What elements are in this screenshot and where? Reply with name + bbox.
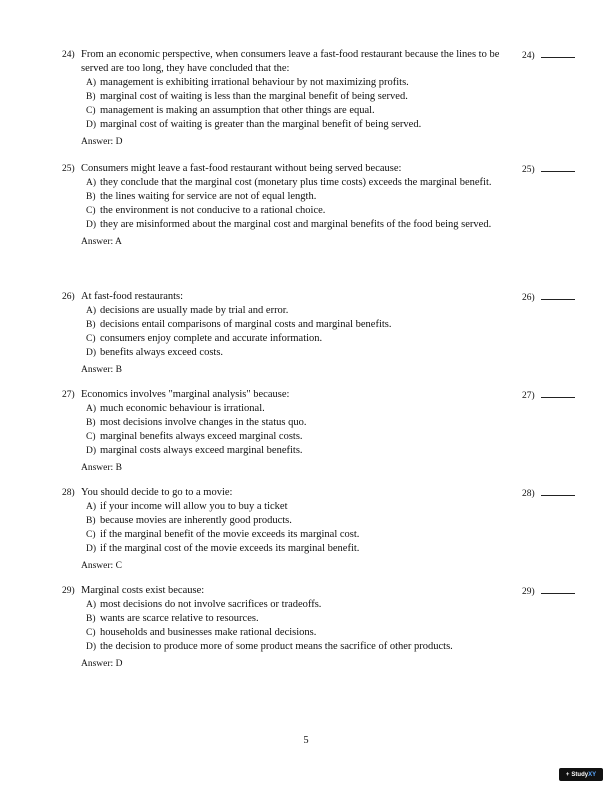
option-text: if your income will allow you to buy a ticket bbox=[100, 501, 288, 512]
badge-brand: StudyXY bbox=[571, 771, 597, 778]
option-text: marginal cost of waiting is less than the marginal benefit of being served. bbox=[100, 91, 408, 102]
option-text: most decisions involve changes in the status quo. bbox=[100, 417, 307, 428]
option-b bbox=[86, 90, 510, 104]
option-text: they conclude that the marginal cost (monetary plus time costs) exceeds the marginal benefit. bbox=[100, 177, 492, 188]
option-letter: D) bbox=[86, 642, 97, 652]
option-a bbox=[86, 76, 510, 90]
option-d bbox=[86, 640, 550, 654]
option-text: they are misinformed about the marginal cost and marginal benefits of the food being served. bbox=[100, 219, 492, 230]
options-list bbox=[86, 500, 582, 556]
option-text: management is making an assumption that other things are equal. bbox=[100, 105, 375, 116]
option-text: wants are scarce relative to resources. bbox=[100, 613, 259, 624]
option-a bbox=[86, 402, 510, 416]
question-27 bbox=[62, 388, 582, 475]
options-list bbox=[86, 176, 582, 232]
question-number: 26) bbox=[62, 292, 75, 302]
option-text: marginal costs always exceed marginal benefits. bbox=[100, 445, 303, 456]
answer-blank[interactable] bbox=[541, 388, 575, 398]
option-letter: B) bbox=[86, 418, 96, 428]
question-text: At fast-food restaurants: bbox=[81, 291, 184, 302]
question-number: 29) bbox=[62, 586, 75, 596]
answer-slot bbox=[522, 584, 575, 599]
options-list bbox=[86, 598, 582, 654]
plus-icon: + bbox=[565, 771, 570, 778]
question-29 bbox=[62, 584, 582, 671]
option-letter: A) bbox=[86, 600, 97, 610]
option-letter: D) bbox=[86, 348, 97, 358]
answer-slot-number: 26) bbox=[522, 293, 535, 303]
answer-slot bbox=[522, 486, 575, 501]
option-letter: D) bbox=[86, 544, 97, 554]
question-25 bbox=[62, 162, 582, 249]
option-text: the lines waiting for service are not of equal length. bbox=[100, 191, 317, 202]
option-text: the environment is not conducive to a rational choice. bbox=[100, 205, 326, 216]
option-a bbox=[86, 304, 510, 318]
option-text: consumers enjoy complete and accurate information. bbox=[100, 333, 323, 344]
option-text: the decision to produce more of some product means the sacrifice of other products. bbox=[100, 641, 453, 652]
option-b bbox=[86, 318, 510, 332]
option-a bbox=[86, 500, 510, 514]
option-c bbox=[86, 626, 510, 640]
option-text: if the marginal benefit of the movie exceeds its marginal cost. bbox=[100, 529, 360, 540]
option-letter: B) bbox=[86, 320, 96, 330]
question-28 bbox=[62, 486, 582, 573]
options-list bbox=[86, 304, 582, 360]
answer-slot-number: 24) bbox=[522, 51, 535, 61]
option-d bbox=[86, 542, 510, 556]
studyxy-badge[interactable] bbox=[559, 768, 603, 781]
option-letter: B) bbox=[86, 92, 96, 102]
page-number: 5 bbox=[303, 735, 309, 746]
question-number: 28) bbox=[62, 488, 75, 498]
option-d bbox=[86, 346, 510, 360]
option-c bbox=[86, 104, 510, 118]
option-c bbox=[86, 332, 510, 346]
option-b bbox=[86, 612, 510, 626]
question-number: 27) bbox=[62, 390, 75, 400]
answer-key: Answer: B bbox=[81, 365, 122, 375]
option-letter: A) bbox=[86, 306, 97, 316]
question-number: 25) bbox=[62, 164, 75, 174]
option-c bbox=[86, 204, 510, 218]
question-text: You should decide to go to a movie: bbox=[81, 487, 233, 498]
option-letter: A) bbox=[86, 78, 97, 88]
answer-blank[interactable] bbox=[541, 584, 575, 594]
option-letter: C) bbox=[86, 432, 96, 442]
option-a bbox=[86, 176, 510, 190]
answer-blank[interactable] bbox=[541, 486, 575, 496]
question-number: 24) bbox=[62, 50, 75, 60]
option-d bbox=[86, 218, 510, 232]
option-text: most decisions do not involve sacrifices or tradeoffs. bbox=[100, 599, 322, 610]
option-letter: C) bbox=[86, 628, 96, 638]
option-text: management is exhibiting irrational behaviour by not maximizing profits. bbox=[100, 77, 409, 88]
question-text: From an economic perspective, when consumers leave a fast-food restaurant because the lines to be served are too long, they have concluded that the: bbox=[81, 49, 500, 74]
answer-key: Answer: A bbox=[81, 237, 122, 247]
option-b bbox=[86, 190, 510, 204]
option-text: marginal cost of waiting is greater than the marginal benefit of being served. bbox=[100, 119, 422, 130]
option-a bbox=[86, 598, 510, 612]
option-text: much economic behaviour is irrational. bbox=[100, 403, 265, 414]
option-text: decisions are usually made by trial and error. bbox=[100, 305, 289, 316]
option-letter: A) bbox=[86, 178, 97, 188]
answer-slot bbox=[522, 290, 575, 305]
options-list bbox=[86, 402, 582, 458]
answer-key: Answer: D bbox=[81, 137, 123, 147]
options-list bbox=[86, 76, 582, 132]
question-text: Economics involves "marginal analysis" because: bbox=[81, 389, 290, 400]
question-text: Marginal costs exist because: bbox=[81, 585, 205, 596]
question-24 bbox=[62, 48, 582, 149]
option-d bbox=[86, 118, 510, 132]
option-letter: C) bbox=[86, 206, 96, 216]
option-letter: D) bbox=[86, 120, 97, 130]
answer-slot-number: 29) bbox=[522, 587, 535, 597]
option-text: benefits always exceed costs. bbox=[100, 347, 224, 358]
option-letter: C) bbox=[86, 334, 96, 344]
answer-key: Answer: D bbox=[81, 659, 123, 669]
option-letter: C) bbox=[86, 106, 96, 116]
answer-key: Answer: B bbox=[81, 463, 122, 473]
option-text: marginal benefits always exceed marginal costs. bbox=[100, 431, 303, 442]
answer-slot-number: 25) bbox=[522, 165, 535, 175]
answer-blank[interactable] bbox=[541, 48, 575, 58]
option-letter: B) bbox=[86, 192, 96, 202]
answer-blank[interactable] bbox=[541, 290, 575, 300]
option-c bbox=[86, 528, 510, 542]
option-letter: B) bbox=[86, 516, 96, 526]
question-text: Consumers might leave a fast-food restaurant without being served because: bbox=[81, 163, 402, 174]
option-letter: C) bbox=[86, 530, 96, 540]
option-text: if the marginal cost of the movie exceeds its marginal benefit. bbox=[100, 543, 360, 554]
answer-blank[interactable] bbox=[541, 162, 575, 172]
option-letter: A) bbox=[86, 404, 97, 414]
option-d bbox=[86, 444, 510, 458]
answer-slot bbox=[522, 388, 575, 403]
answer-slot bbox=[522, 48, 575, 63]
option-text: because movies are inherently good products. bbox=[100, 515, 292, 526]
option-letter: A) bbox=[86, 502, 97, 512]
option-text: decisions entail comparisons of marginal costs and marginal benefits. bbox=[100, 319, 392, 330]
answer-slot bbox=[522, 162, 575, 177]
answer-slot-number: 27) bbox=[522, 391, 535, 401]
question-26 bbox=[62, 290, 582, 377]
option-b bbox=[86, 416, 510, 430]
option-b bbox=[86, 514, 510, 528]
option-letter: B) bbox=[86, 614, 96, 624]
option-letter: D) bbox=[86, 220, 97, 230]
answer-key: Answer: C bbox=[81, 561, 122, 571]
answer-slot-number: 28) bbox=[522, 489, 535, 499]
option-letter: D) bbox=[86, 446, 97, 456]
option-text: households and businesses make rational decisions. bbox=[100, 627, 317, 638]
option-c bbox=[86, 430, 510, 444]
